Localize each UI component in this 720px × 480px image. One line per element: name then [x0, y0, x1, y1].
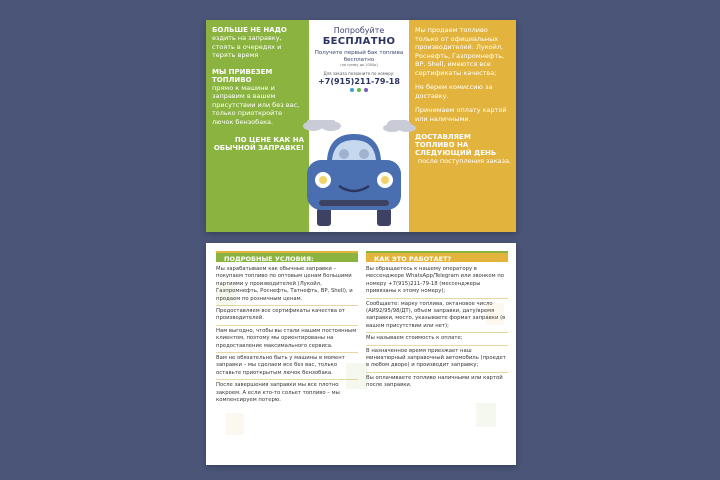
- right-text-2: Не берем комиссию за доставку.: [415, 83, 493, 100]
- conditions-title: ПОДРОБНЫЕ УСЛОВИЯ:: [216, 251, 358, 262]
- right-text-4: после поступления заказа.: [417, 157, 511, 165]
- list-item: После завершения заправки мы все плотно закроем. А если кто-то сольет топливо – мы компенсируем потерю.: [216, 382, 340, 404]
- cloud-right-icon: [383, 120, 416, 132]
- list-item: Мы зарабатываем как обычные заправки – покупаем топливо по оптовым ценам большими партиями у производителей (Лукойл, Газпромнефть, Роснефть, Татнефть, BP, Shell), и продаем по розничным ценам.: [216, 266, 358, 306]
- subtitle-note: (на сумму до 1000р): [340, 63, 378, 67]
- subtitle: Получите первый бак топлива бесплатно: [314, 50, 404, 63]
- phone-number: +7(915)211-79-18: [318, 76, 400, 86]
- list-item: Сообщаете: марку топлива, октановое число (АИ92/95/98/ДТ), объем заправки, дату/время заправки, место, указываете формат заправки (в вашем присутствии или нет);: [366, 301, 508, 334]
- left-heading-3: ПО ЦЕНЕ КАК НА ОБЫЧНОЙ ЗАПРАВКЕ!: [213, 136, 304, 152]
- viber-icon: [364, 88, 368, 92]
- list-item: В назначенное время приезжает наш миниатюрный заправочный автомобиль (проедет в любом дворе) и производит заправку;: [366, 348, 508, 373]
- left-heading-2: МЫ ПРИВЕЗЕМ ТОПЛИВО: [212, 67, 273, 84]
- how-it-works-title: КАК ЭТО РАБОТАЕТ?: [366, 251, 508, 262]
- list-item: Вы обращаетесь к нашему оператору в мессенджере WhatsApp/Telegram или звонком по номеру +7(915)211-79-18 (мессенджеры привязаны к этому номеру);: [366, 266, 508, 299]
- right-text-1: Мы продаем топливо только от официальных производителей: Лукойл, Роснефть, Газпромнефть, BP, Shell, имеются все сертификаты качества;: [415, 26, 505, 77]
- list-item: Мы называем стоимость к оплате;: [366, 335, 508, 345]
- left-heading-1: БОЛЬШЕ НЕ НАДО: [212, 26, 287, 34]
- conditions-column: [216, 251, 358, 465]
- list-item: Вам не обязательно быть у машины в момент заправки – мы сделаем все без вас, только оставьте приоткрытым лючок бензобака.: [216, 355, 358, 380]
- telegram-icon: [350, 88, 354, 92]
- car-illustration: [299, 120, 424, 232]
- call-note: Для заказа позвоните по номеру:: [323, 70, 395, 76]
- try-label: Попробуйте: [333, 26, 385, 35]
- how-it-works-column: [366, 251, 508, 465]
- left-text-2: прямо к машине и заправим в вашем присутствии или без вас, только приоткройте лючок бензобака.: [212, 83, 300, 126]
- list-item: Нам выгодно, чтобы вы стали нашим постоянным клиентом, поэтому мы ориентированы на предоставление максимального сервиса.: [216, 328, 358, 353]
- front-left-panel: [206, 20, 309, 232]
- car-icon: [307, 134, 401, 226]
- business-card-front: [206, 20, 516, 232]
- business-card-back: [206, 243, 516, 465]
- free-label: БЕСПЛАТНО: [322, 36, 396, 47]
- right-text-3: Принимаем оплату картой или наличными.: [415, 106, 507, 123]
- messenger-icons: [309, 88, 409, 92]
- cloud-left-icon: [303, 120, 341, 131]
- list-item: Вы оплачиваете топливо наличными или картой после заправки.: [366, 374, 503, 389]
- whatsapp-icon: [357, 88, 361, 92]
- list-item: Предоставляем все сертификаты качества от производителей.: [216, 308, 358, 326]
- front-right-panel: [409, 20, 516, 232]
- left-text-1: ездить на заправку, стоять в очередях и терять время: [212, 34, 282, 59]
- right-heading: ДОСТАВЛЯЕМ ТОПЛИВО НА СЛЕДУЮЩИЙ ДЕНЬ: [415, 133, 497, 157]
